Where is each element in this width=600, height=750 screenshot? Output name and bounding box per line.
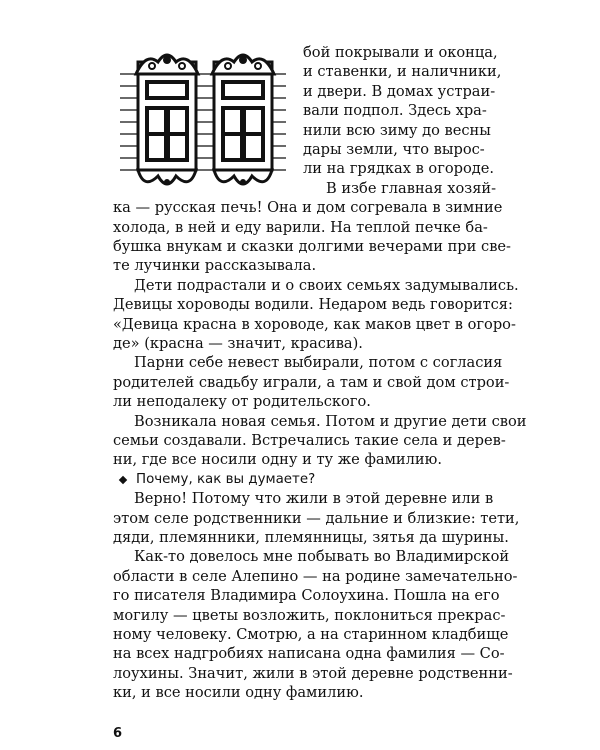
text-line: и двери. В домах устраи- [303, 82, 496, 100]
text-line: ли на грядках в огороде. [303, 160, 495, 178]
text-line: нили всю зиму до весны [303, 121, 491, 139]
text-line: ки, и все носили одну фамилию. [113, 684, 364, 702]
text-line: этом селе родственники — дальние и близкие: тети, [113, 509, 520, 527]
text-line: Как-то довелось мне побывать во Владимирской [134, 548, 510, 566]
text-line: бой покрывали и оконца, [303, 44, 498, 61]
text-line: вали подпол. Здесь хра- [303, 102, 487, 120]
text-line: области в селе Алепино — на родине замечательно- [113, 567, 518, 585]
bullet-marker [119, 476, 127, 484]
text-line: бушка внукам и сказки долгими вечерами при све- [113, 238, 511, 255]
text-line: те лучинки рассказывала. [113, 257, 317, 275]
text-line: дары земли, что вырос- [303, 141, 485, 158]
text-line: де» (красна — значит, красива). [113, 335, 363, 352]
text-line: лоухины. Значит, жили в этой деревне родственни- [113, 664, 513, 682]
text-line: на всех надгробиях написана одна фамилия — Со- [113, 645, 505, 663]
question-prompt: Почему, как вы думаете? [136, 471, 316, 487]
text-line: ка — русская печь! Она и дом согревала в зимние [113, 199, 503, 217]
text-line: Возникала новая семья. Потом и другие дети свои [134, 412, 527, 430]
text-line: Дети подрастали и о своих семьях задумывались. [134, 276, 519, 294]
text-line: Парни себе невест выбирали, потом с согласия [134, 354, 503, 372]
text-line: и ставенки, и наличники, [303, 63, 502, 81]
carved-window-frames-illustration [118, 44, 288, 196]
text-line: Верно! Потому что жили в этой деревне или в [134, 490, 494, 508]
text-line: ному человеку. Смотрю, а на старинном кладбище [113, 626, 509, 643]
text-line: холода, в ней и еду варили. На теплой печке ба- [113, 218, 488, 236]
text-line: В избе главная хозяй- [326, 179, 497, 197]
text-line: семьи создавали. Встречались такие села и дерев- [113, 432, 506, 449]
text-line: Девицы хороводы водили. Недаром ведь говорится: [113, 296, 513, 314]
text-line: могилу — цветы возложить, поклониться прекрас- [113, 606, 506, 624]
text-line: ли неподалеку от родительского. [113, 393, 371, 411]
text-line: ни, где все носили одну и ту же фамилию. [113, 451, 442, 469]
text-line: го писателя Владимира Солоухина. Пошла на его [113, 587, 500, 605]
page-number: 6 [113, 726, 123, 741]
text-line: «Девица красна в хороводе, как маков цвет в огоро- [113, 315, 516, 333]
text-line: дяди, племянники, племянницы, зятья да шурины. [113, 529, 509, 546]
text-line: родителей свадьбу играли, а там и свой дом строи- [113, 373, 510, 391]
